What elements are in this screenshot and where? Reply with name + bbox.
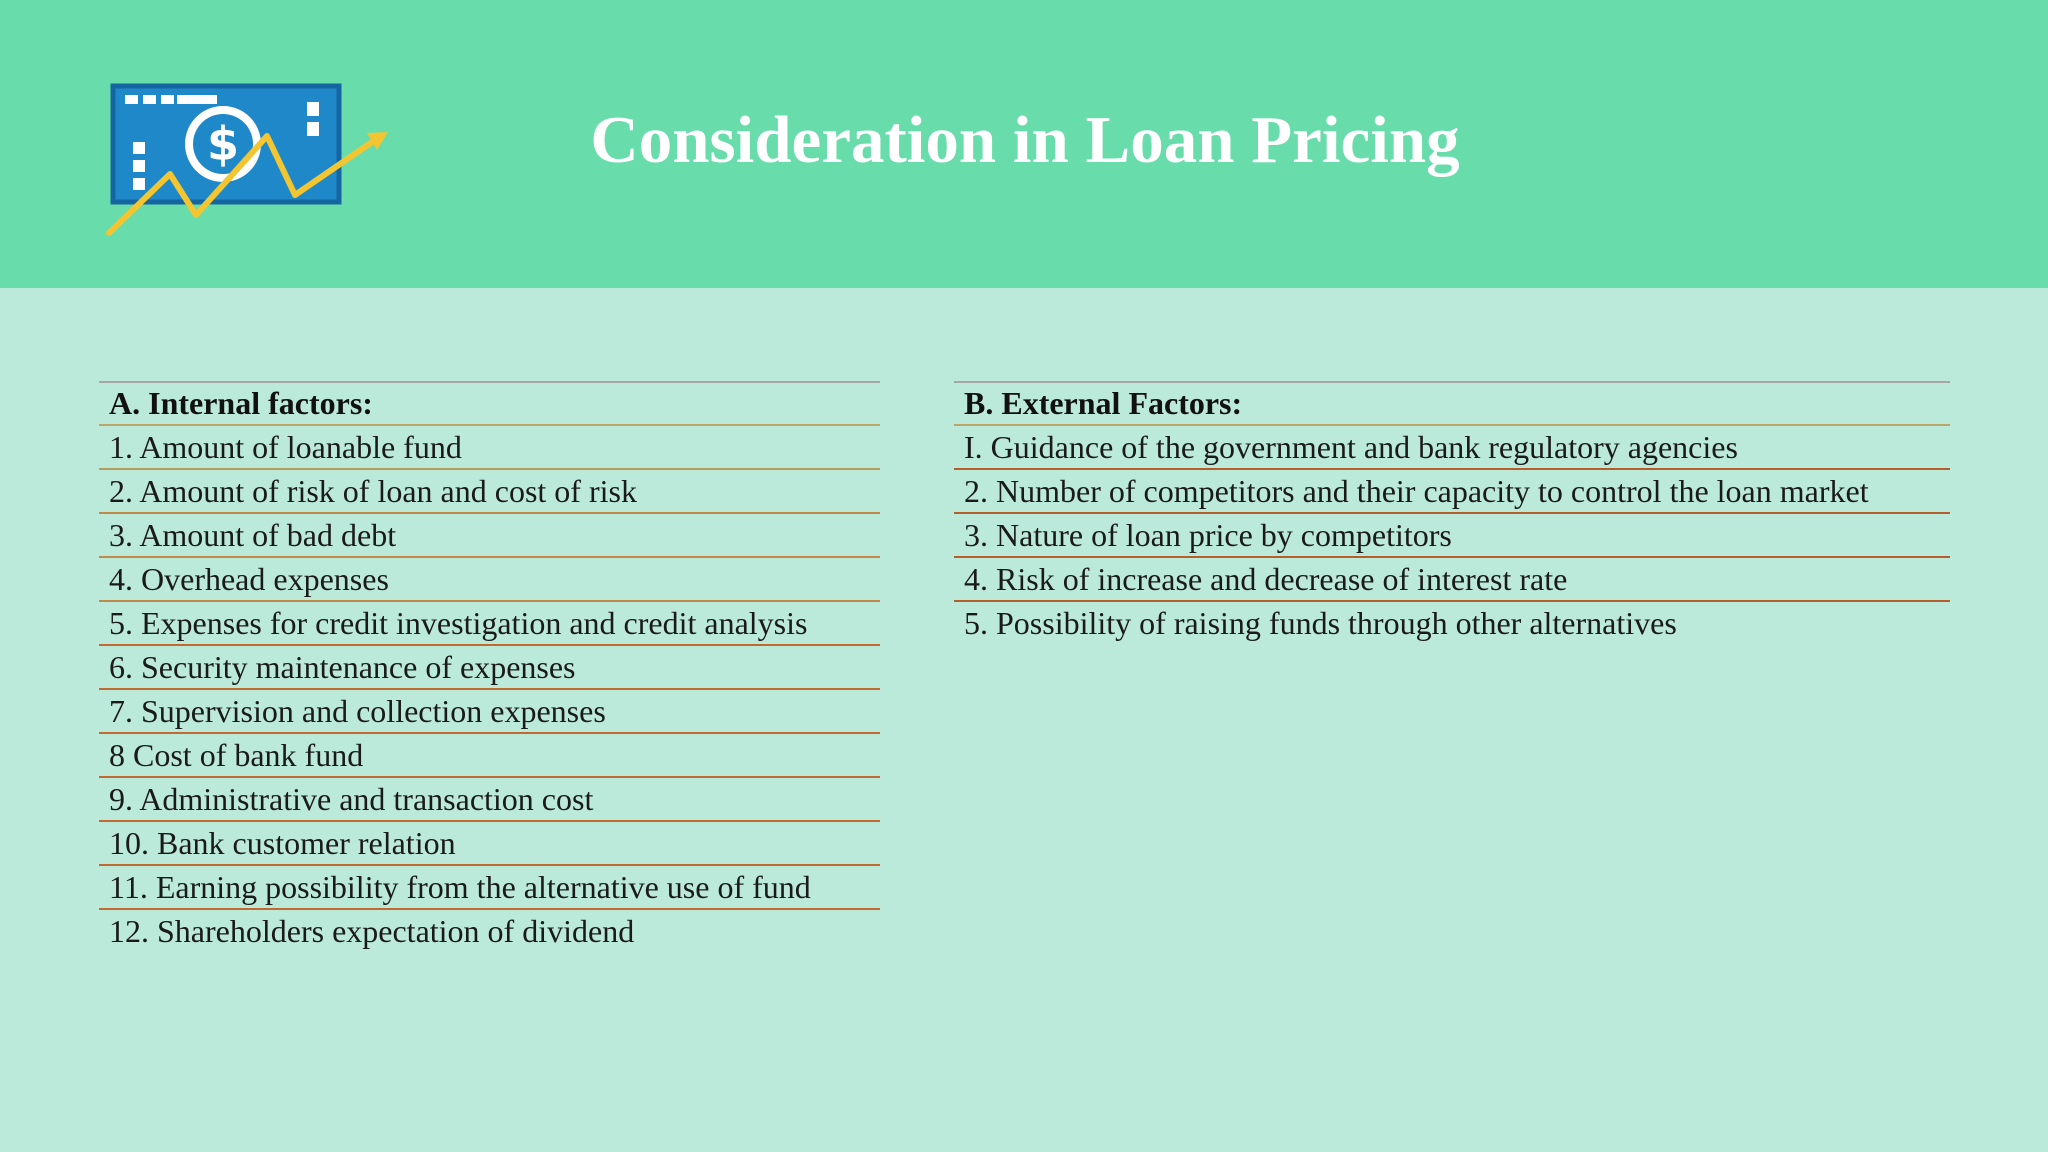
svg-text:$: $ <box>206 117 240 171</box>
header-banner <box>0 0 2048 288</box>
list-item: 2. Amount of risk of loan and cost of risk <box>99 470 880 514</box>
list-item: 1. Amount of loanable fund <box>99 426 880 470</box>
list-item: 10. Bank customer relation <box>99 822 880 866</box>
list-item: 6. Security maintenance of expenses <box>99 646 880 690</box>
internal-factors-heading: A. Internal factors: <box>99 383 880 426</box>
list-item: 9. Administrative and transaction cost <box>99 778 880 822</box>
external-factors-list <box>954 381 1950 644</box>
internal-factors-list <box>99 381 880 952</box>
list-item: 4. Risk of increase and decrease of interest rate <box>954 558 1950 602</box>
list-item: I. Guidance of the government and bank regulatory agencies <box>954 426 1950 470</box>
list-item: 5. Expenses for credit investigation and credit analysis <box>99 602 880 646</box>
list-item: 5. Possibility of raising funds through other alternatives <box>964 605 1677 641</box>
page-title: Consideration in Loan Pricing <box>590 103 1460 177</box>
list-item: 8 Cost of bank fund <box>99 734 880 778</box>
list-item: 11. Earning possibility from the alternative use of fund <box>99 866 880 910</box>
list-item: 3. Amount of bad debt <box>99 514 880 558</box>
list-item: 12. Shareholders expectation of dividend <box>109 913 635 949</box>
external-factors-heading: B. External Factors: <box>954 383 1950 426</box>
list-item: 3. Nature of loan price by competitors <box>954 514 1950 558</box>
list-item: 7. Supervision and collection expenses <box>99 690 880 734</box>
list-item: 4. Overhead expenses <box>99 558 880 602</box>
money-growth-icon <box>105 80 395 245</box>
list-item: 2. Number of competitors and their capacity to control the loan market <box>954 470 1950 514</box>
